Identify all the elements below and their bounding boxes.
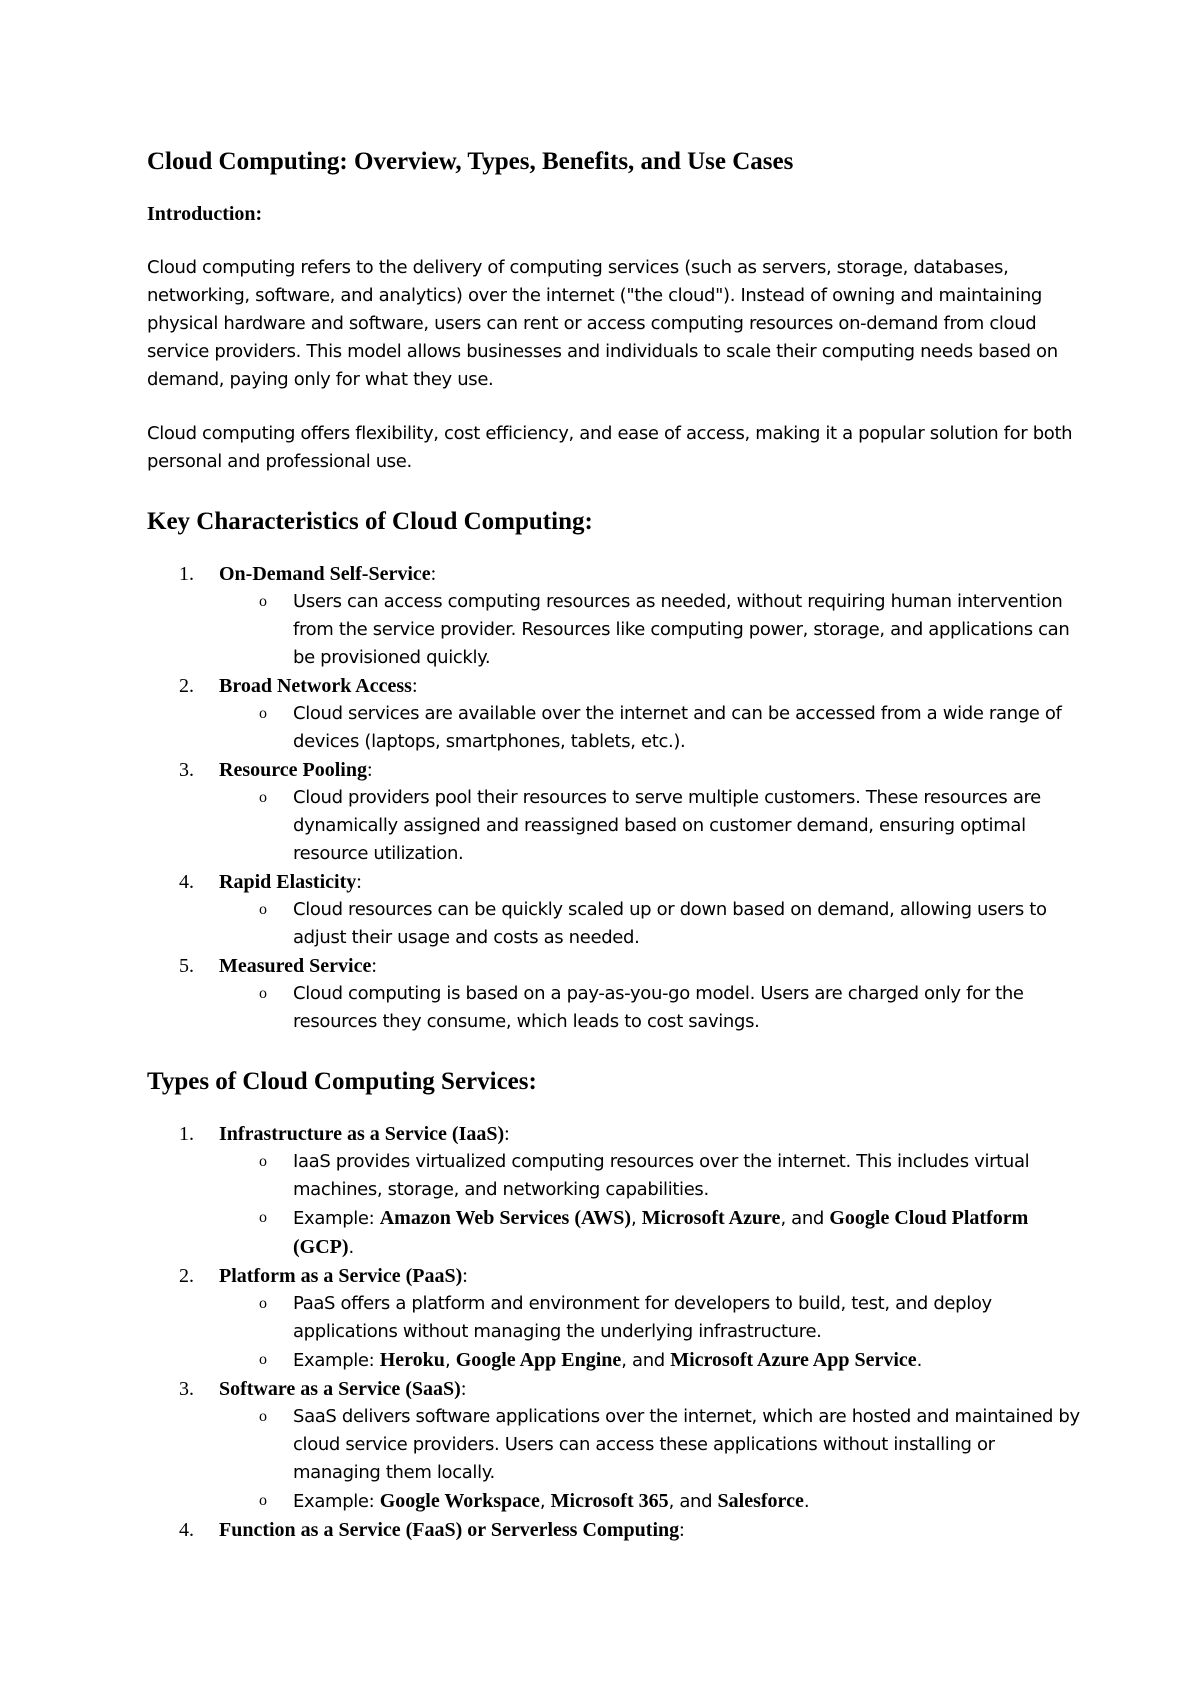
sub-list-item [219,700,1087,756]
bullet-icon: o [259,1408,267,1425]
example-prefix: Example: [293,1208,380,1229]
example-term: Microsoft Azure [641,1207,781,1229]
item-colon: : [371,955,377,977]
list-item [147,756,1087,868]
sub-list-item [219,1403,1087,1487]
list-item [147,1375,1087,1516]
example-sep: . [348,1237,354,1258]
item-colon: : [679,1519,685,1541]
list-item [147,1516,1087,1544]
bullet-icon: o [259,1492,267,1509]
list-item [147,560,1087,672]
list-number: 3. [179,759,194,781]
example-term: Heroku [379,1349,445,1371]
bullet-text: PaaS offers a platform and environment for developers to build, test, and deploy applications without managing the underlying infrastructure. [293,1293,992,1342]
example-sep: . [803,1491,810,1512]
example-term: Google Workspace [379,1490,540,1512]
example-term: Salesforce [717,1490,804,1512]
sub-list [219,588,1087,672]
service-types-list [147,1120,1087,1544]
sub-list [219,896,1087,952]
intro-paragraph-2: Cloud computing offers flexibility, cost efficiency, and ease of access, making it a popular solution for both personal and professional use. [147,423,1073,472]
bullet-icon: o [259,789,267,806]
sub-list-item [219,980,1087,1036]
example-term: Microsoft Azure App Service [670,1349,917,1371]
item-colon: : [411,675,418,697]
list-item [147,1262,1087,1375]
list-number: 4. [179,1519,194,1541]
example-sep: , and [668,1491,718,1512]
sub-list-item-example [219,1346,1087,1375]
item-title: On-Demand Self-Service [219,563,431,585]
example-sep: . [916,1350,923,1371]
bullet-icon: o [259,901,267,918]
document-page [147,140,1087,1544]
example-sep: , [539,1491,551,1512]
bullet-icon: o [259,985,267,1002]
list-item [147,952,1087,1036]
sub-list-item [219,1290,1087,1346]
characteristics-list [147,560,1087,1036]
item-title: Measured Service [219,955,372,977]
item-title: Resource Pooling [219,759,367,781]
bullet-icon: o [259,705,267,722]
example-sep: , [444,1350,456,1371]
sub-list-item [219,588,1087,672]
item-title: Platform as a Service (PaaS) [219,1265,463,1287]
item-title: Infrastructure as a Service (IaaS) [219,1123,505,1145]
item-colon: : [460,1378,467,1400]
list-number: 1. [179,563,194,585]
list-item [147,868,1087,952]
list-item [147,1120,1087,1262]
item-colon: : [356,871,362,893]
example-sep: , and [621,1350,671,1371]
list-item [147,672,1087,756]
intro-heading: Introduction: [147,203,263,225]
sub-list [219,1290,1087,1375]
list-number: 3. [179,1378,194,1400]
bullet-text: IaaS provides virtualized computing resources over the internet. This includes virtual machines, storage, and networking capabilities. [293,1151,1030,1200]
item-title: Broad Network Access [219,675,412,697]
bullet-text: Cloud services are available over the internet and can be accessed from a wide range of devices (laptops, smartphones, tablets, etc.). [293,703,1062,752]
item-title: Rapid Elasticity [219,871,357,893]
item-colon: : [366,759,373,781]
bullet-icon: o [259,1209,267,1226]
list-number: 5. [179,955,194,977]
list-number: 2. [179,675,194,697]
sub-list-item [219,1148,1087,1204]
bullet-text: Cloud resources can be quickly scaled up or down based on demand, allowing users to adjust their usage and costs as needed. [293,899,1047,948]
list-number: 2. [179,1265,194,1287]
example-prefix: Example: [293,1350,380,1371]
bullet-icon: o [259,1351,267,1368]
intro-paragraph-1: Cloud computing refers to the delivery of computing services (such as servers, storage, databases, networking, software, and analytics) over the internet ("the cloud"). Instead of owning and maintaining physical hardware and software, users can rent or access computing resources on-demand from cloud service providers. This model allows businesses and individuals to scale their computing needs based on demand, paying only for what they use. [147,257,1058,390]
example-term: Microsoft 365 [550,1490,669,1512]
bullet-icon: o [259,1295,267,1312]
sub-list [219,1403,1087,1516]
example-term: Amazon Web Services (AWS) [379,1207,632,1229]
document-title: Cloud Computing: Overview, Types, Benefits, and Use Cases [147,148,794,175]
service-types-heading: Types of Cloud Computing Services: [147,1068,537,1095]
item-title: Function as a Service (FaaS) or Serverless Computing [219,1519,680,1541]
list-number: 1. [179,1123,194,1145]
example-prefix: Example: [293,1491,380,1512]
example-sep: , and [780,1208,830,1229]
sub-list [219,784,1087,868]
bullet-icon: o [259,593,267,610]
sub-list-item [219,784,1087,868]
bullet-text: Cloud computing is based on a pay-as-you-go model. Users are charged only for the resources they consume, which leads to cost savings. [293,983,1024,1032]
bullet-icon: o [259,1153,267,1170]
item-colon: : [504,1123,510,1145]
item-colon: : [462,1265,468,1287]
characteristics-heading: Key Characteristics of Cloud Computing: [147,508,593,535]
example-term: Google Cloud Platform (GCP) [293,1207,1029,1258]
bullet-text: Users can access computing resources as needed, without requiring human intervention from the service provider. Resources like computing power, storage, and applications can be provisioned quickly. [293,591,1070,668]
sub-list [219,980,1087,1036]
bullet-text: Cloud providers pool their resources to serve multiple customers. These resources are dynamically assigned and reassigned based on customer demand, ensuring optimal resource utilization. [293,787,1041,864]
sub-list-item [219,896,1087,952]
item-title: Software as a Service (SaaS) [219,1378,461,1400]
sub-list [219,700,1087,756]
sub-list-item-example [219,1204,1087,1262]
sub-list-item-example [219,1487,1087,1516]
item-colon: : [430,563,437,585]
example-term: Google App Engine [455,1349,622,1371]
sub-list [219,1148,1087,1262]
bullet-text: SaaS delivers software applications over the internet, which are hosted and maintained by cloud service providers. Users can access these applications without installing or managing them locally. [293,1406,1080,1483]
list-number: 4. [179,871,194,893]
example-sep: , [631,1208,642,1229]
